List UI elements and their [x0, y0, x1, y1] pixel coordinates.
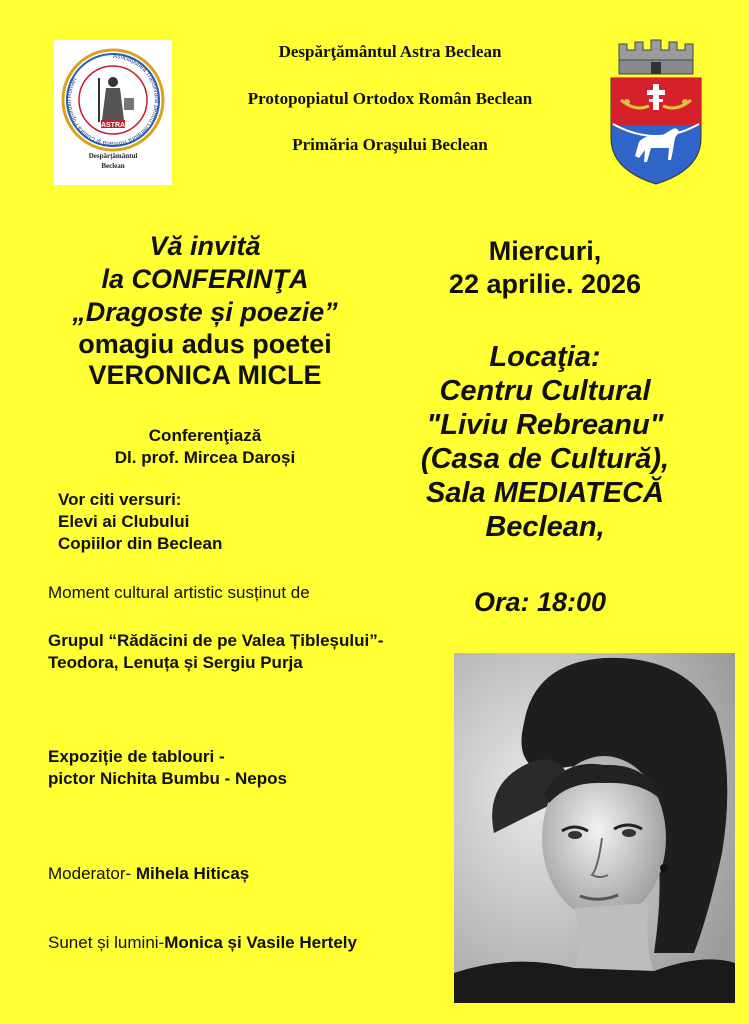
beclean-coat-of-arms-icon: [605, 38, 707, 186]
beclean-crest: [605, 38, 707, 186]
event-date: 22 aprilie. 2026: [448, 269, 642, 299]
date-block: [395, 235, 695, 301]
location-line-3: (Casa de Cultură),: [420, 443, 670, 475]
location-line-5: Beclean,: [485, 511, 605, 543]
location-block: [385, 340, 705, 544]
location-line-2: "Liviu Rebreanu": [426, 409, 664, 441]
moment-intro: Moment cultural artistic susținut de: [48, 583, 310, 602]
logo-ring-text: Asociaţiunea Transilvană pentru Literatura Română şi Cultura Poporului Român: [65, 52, 160, 148]
moderator-line: [48, 863, 428, 885]
org-astra: Despărţământul Astra Beclean: [278, 42, 502, 61]
location-label: Locaţia:: [489, 341, 601, 373]
event-time: Ora: 18:00: [473, 587, 607, 617]
exhibition-painter: pictor Nichita Bumbu - Nepos: [48, 769, 287, 788]
speaker-block: [60, 425, 350, 469]
org-protopopiat: Protopopiatul Ortodox Român Beclean: [247, 89, 533, 108]
logo-name: ASTRA: [100, 122, 126, 129]
sound-name: Monica și Vasile Hertely: [164, 933, 357, 952]
invite-line-4: omagiu adus poetei: [78, 329, 332, 359]
astra-logo: [54, 40, 172, 185]
invitation-block: [30, 230, 380, 391]
readers-label: Vor citi versuri:: [58, 490, 182, 509]
portrait-photo: [454, 653, 735, 1003]
logo-sub1: Despărţământul: [88, 152, 138, 160]
sound-line: [48, 932, 448, 954]
sound-label: Sunet și lumini-: [48, 933, 165, 952]
astra-emblem-icon: [54, 40, 172, 185]
poet-name: VERONICA MICLE: [88, 360, 322, 390]
exhibition-title: Expoziție de tablouri -: [48, 747, 225, 766]
exhibition-block: [48, 746, 428, 790]
logo-sub2: Beclean: [101, 162, 125, 170]
invite-line-1: Vă invită: [149, 231, 261, 261]
moment-group-block: [48, 630, 478, 674]
moderator-label: Moderator-: [48, 864, 132, 883]
speaker-name: Dl. prof. Mircea Daroși: [114, 448, 296, 467]
readers-line-3: Copiilor din Beclean: [58, 534, 223, 553]
event-day: Miercuri,: [488, 236, 602, 266]
group-members: Teodora, Lenuța și Sergiu Purja: [48, 653, 303, 672]
readers-line-2: Elevi ai Clubului: [58, 512, 190, 531]
org-primaria: Primăria Oraşului Beclean: [292, 135, 488, 154]
conference-title: „Dragoste și poezie”: [72, 297, 338, 327]
group-name: Grupul “Rădăcini de pe Valea Țibleșului”-: [48, 631, 384, 650]
veronica-micle-portrait: [454, 653, 735, 1003]
invite-line-2: la CONFERINŢA: [101, 264, 309, 294]
readers-block: [58, 489, 358, 555]
speaker-label: Conferenţiază: [148, 426, 262, 445]
location-line-1: Centru Cultural: [439, 375, 651, 407]
moderator-name: Mihela Hiticaș: [131, 864, 250, 883]
location-line-4: Sala MEDIATECĂ: [426, 477, 664, 509]
